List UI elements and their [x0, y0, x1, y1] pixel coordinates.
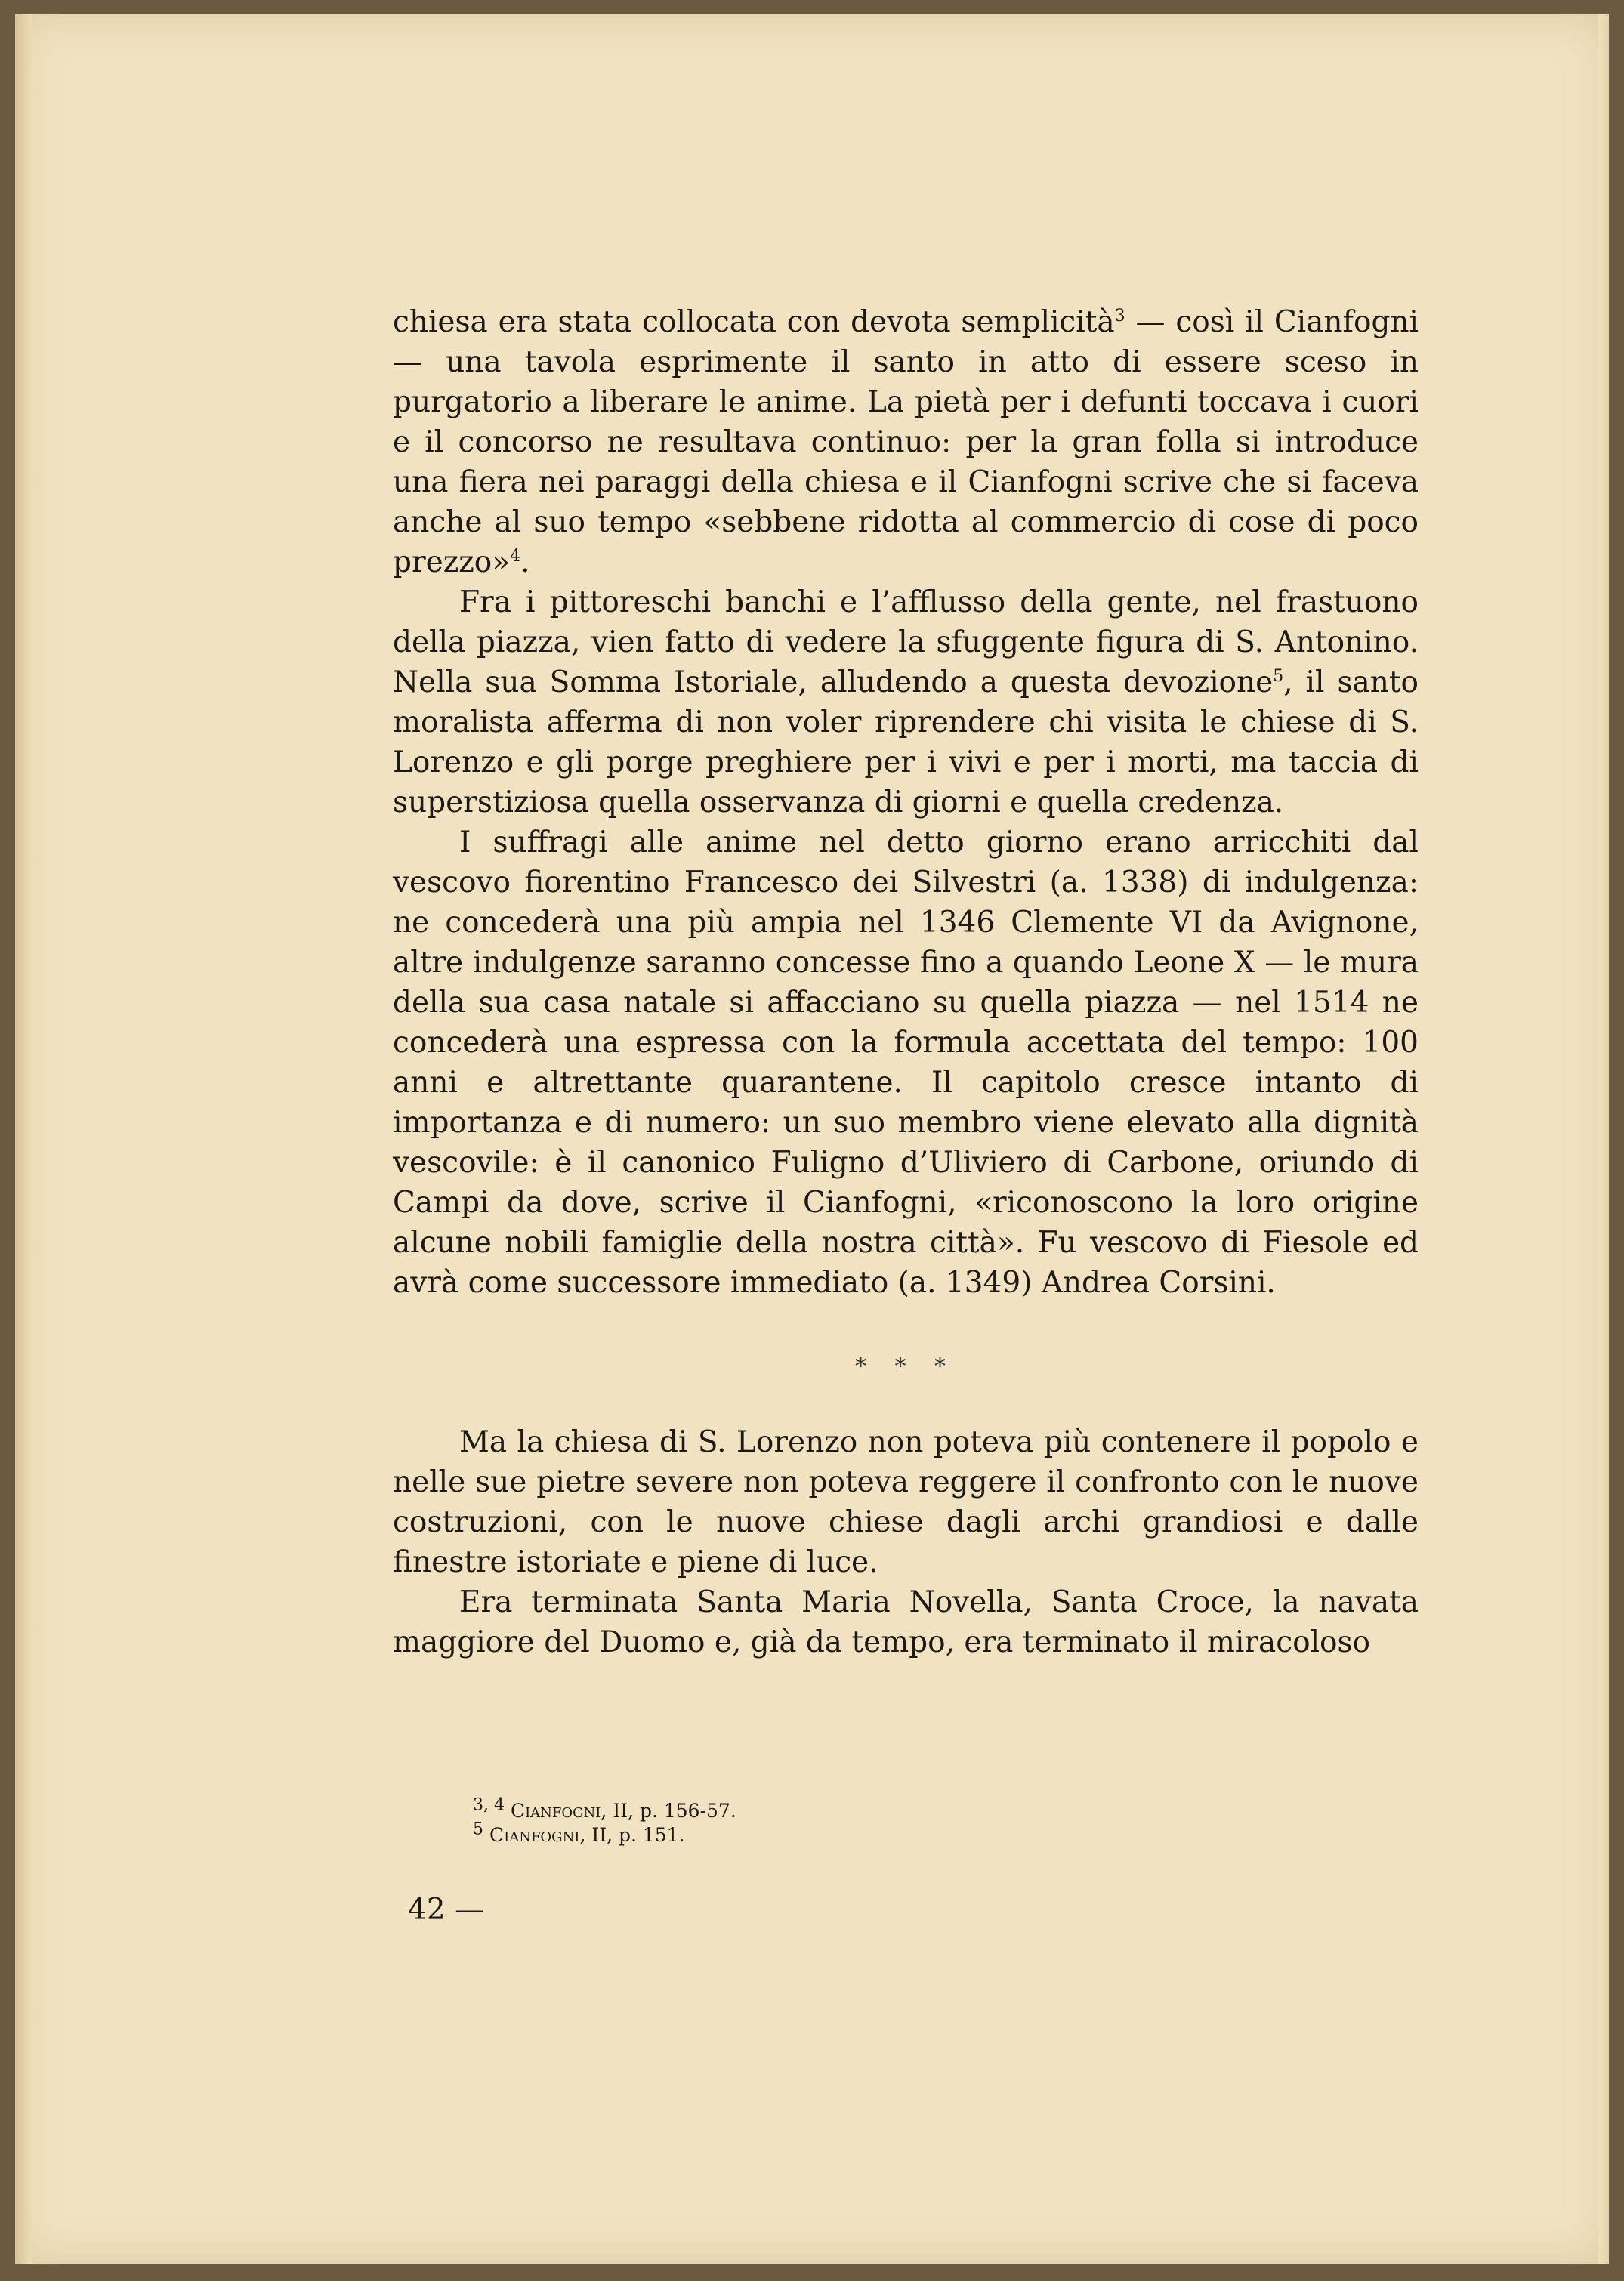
footnote-reference-mark: 3 — [1114, 307, 1125, 326]
paragraph — [393, 1582, 1419, 1662]
paragraph — [393, 823, 1419, 1303]
main-text — [393, 302, 1419, 1662]
footnote-reference-mark: 5 — [1273, 667, 1284, 686]
footnote — [473, 1820, 1304, 1847]
paragraph-text: chiesa era stata collocata con devota semplicità — [393, 305, 1115, 339]
page-left-edge — [15, 14, 32, 2264]
footnote-reference: , II, p. 151. — [579, 1824, 685, 1846]
footnotes — [473, 1795, 1304, 1847]
section-separator: * * * — [854, 1353, 957, 1380]
paragraph-text: , il santo moralista afferma di non voler riprendere chi visita le chiese di S. Lorenzo e gli porge preghiere per i vivi e per i morti, ma taccia di superstiziosa quella osservanza di giorni e quella credenza. — [393, 665, 1419, 819]
paragraphs-before-separator — [393, 302, 1419, 1303]
footnote-marker: 3, 4 — [473, 1795, 505, 1815]
footnote-author: Cianfogni — [510, 1800, 601, 1822]
footnote — [473, 1795, 1304, 1823]
paragraph-text: Fra i pittoreschi banchi e l’afflusso della gente, nel frastuono della piazza, vien fatto di vedere la sfuggente figura di S. Antonino. Nella sua Somma Istoriale, alludendo a questa devozione — [393, 585, 1419, 699]
footnote-marker: 5 — [473, 1820, 483, 1839]
paragraph-text: — così il Cianfogni — una tavola esprimente il santo in atto di essere sceso in purgatorio a liberare le anime. La pietà per i defunti toccava i cuori e il concorso ne resultava continuo: per la gran folla si introduce una fiera nei paraggi della chiesa e il Cianfogni scrive che si faceva anche al suo tempo «sebbene ridotta al commercio di cose di poco prezzo» — [393, 305, 1419, 579]
footnote-author: Cianfogni — [489, 1824, 580, 1846]
paragraph — [393, 582, 1419, 823]
paragraph-text: I suffragi alle anime nel detto giorno erano arricchiti dal vescovo fiorentino Francesco dei Silvestri (a. 1338) di indulgenza: ne concederà una più ampia nel 1346 Clemente VI da Avignone, altre indulgenze saranno concesse fino a quando Leone X — le mura della sua casa natale si affacciano su quella piazza — nel 1514 ne concederà una espressa con la formula accettata del tempo: 100 anni e altrettante quarantene. Il capitolo cresce intanto di importanza e di numero: un suo membro viene elevato alla dignità vescovile: è il canonico Fuligno d’Uliviero di Carbone, oriundo di Campi da dove, scrive il Cianfogni, «riconoscono la loro origine alcune nobili famiglie della nostra città». Fu vescovo di Fiesole ed avrà come successore immediato (a. 1349) Andrea Corsini. — [393, 826, 1419, 1300]
paragraph-text: Era terminata Santa Maria Novella, Santa Croce, la navata maggiore del Duomo e, già da tempo, era terminato il miracoloso — [393, 1585, 1419, 1659]
page-number: 42 — — [408, 1893, 485, 1927]
paragraph — [393, 1422, 1419, 1582]
paragraphs-after-separator — [393, 1422, 1419, 1662]
footnote-reference: , II, p. 156-57. — [601, 1800, 736, 1822]
book-page — [15, 14, 1609, 2264]
footnote-reference-mark: 4 — [510, 547, 521, 566]
page-right-edge — [1598, 14, 1609, 2264]
paragraph — [393, 302, 1419, 582]
paragraph-text: Ma la chiesa di S. Lorenzo non poteva più contenere il popolo e nelle sue pietre severe non poteva reggere il confronto con le nuove costruzioni, con le nuove chiese dagli archi grandiosi e dalle finestre istoriate e piene di luce. — [393, 1425, 1419, 1579]
paragraph-text: . — [520, 545, 530, 579]
